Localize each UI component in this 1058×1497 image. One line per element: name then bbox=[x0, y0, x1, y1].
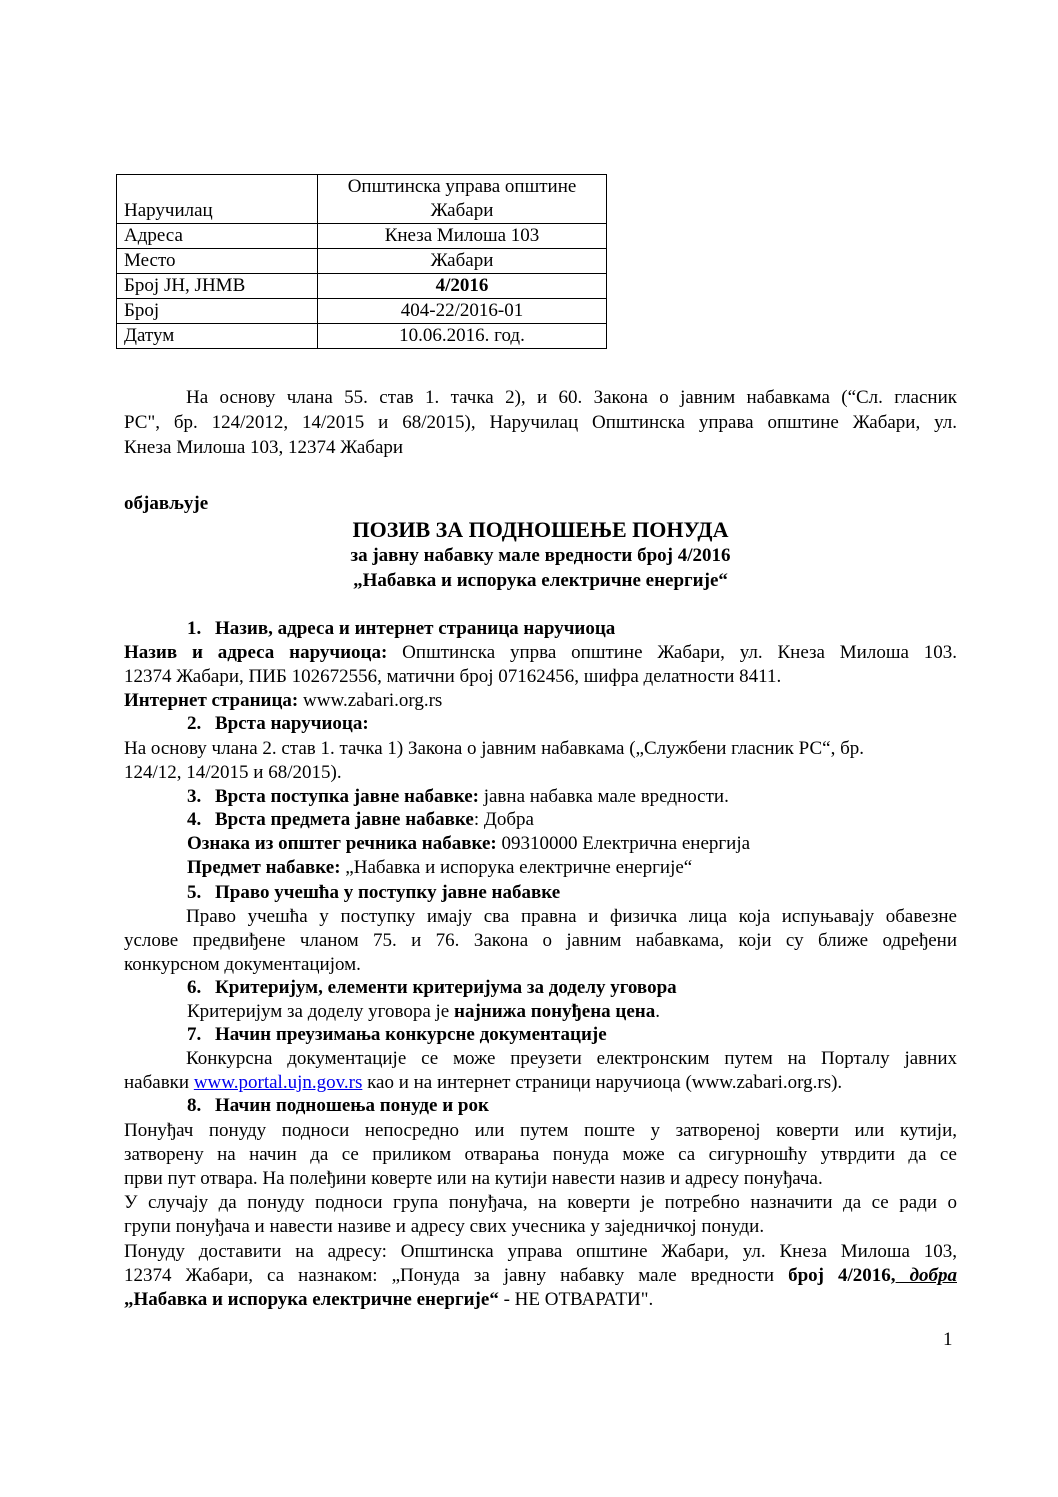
table-row bbox=[117, 324, 607, 349]
table-label: Адреса bbox=[117, 224, 318, 249]
intro-line-3: Кнеза Милоша 103, 12374 Жабари bbox=[124, 437, 404, 458]
section-6-text: Критеријум за доделу уговора је најнижа понуђена цена. bbox=[187, 1001, 661, 1022]
section-4-subject: Предмет набавке: „Набавка и испорука електричне енергије“ bbox=[187, 857, 693, 878]
page-subtitle: за јавну набавку мале вредности број 4/2016 bbox=[350, 545, 731, 566]
section-1-heading: 1. Назив, адреса и интернет страница наручиоца bbox=[187, 618, 616, 639]
section-7-line-1: Конкурсна документације се може преузети електронским путем на Порталу јавних bbox=[186, 1048, 957, 1069]
section-7-line-2: набавки www.portal.ujn.gov.rs као и на интернет страници наручиоца (www.zabari.org.rs). bbox=[124, 1072, 843, 1093]
section-4-code: Ознака из општег речника набавке: 09310000 Електрична енергија bbox=[187, 833, 751, 854]
table-label: Број bbox=[117, 299, 318, 324]
table-row bbox=[117, 274, 607, 299]
table-value: Општинска управа општине Жабари bbox=[318, 175, 607, 224]
section-8-p2-line-1: У случају да понуду подноси група понуђача, на коверти је потребно назначити да се ради о bbox=[124, 1192, 957, 1213]
section-6-heading: 6. Критеријум, елементи критеријума за доделу уговора bbox=[187, 977, 677, 998]
section-8-p1-line-2: затворену на начин да се приликом отварања понуда може са сигурношћу утврдити да се bbox=[124, 1144, 957, 1165]
intro-line-1: На основу члана 55. став 1. тачка 2), и 60. Закона о јавним набавкама (“Сл. гласник bbox=[186, 387, 957, 408]
section-5-heading: 5. Право учешћа у поступку јавне набавке bbox=[187, 882, 561, 903]
section-8-p3-line-3: „Набавка и испорука електричне енергије“ - НЕ ОТВАРАТИ". bbox=[124, 1289, 654, 1310]
table-label: Наручилац bbox=[117, 175, 318, 224]
section-5-line-1: Право учешћа у поступку имају сва правна и физичка лица која испуњавају обавезне bbox=[186, 906, 957, 927]
section-5-line-3: конкурсном документацијом. bbox=[124, 954, 361, 975]
section-8-p2-line-2: групи понуђача и навести називе и адресу свих учесника у заједничкој понуди. bbox=[124, 1216, 765, 1237]
section-8-p1-line-1: Понуђач понуду подноси непосредно или путем поште у затвореној коверти или кутији, bbox=[124, 1120, 957, 1141]
section-7-heading: 7. Начин преузимања конкурсне документације bbox=[187, 1024, 607, 1045]
table-row bbox=[117, 175, 607, 224]
table-row bbox=[117, 249, 607, 274]
publishes-label: објављује bbox=[124, 493, 209, 514]
table-value: Жабари bbox=[318, 249, 607, 274]
page-title: ПОЗИВ ЗА ПОДНОШЕЊЕ ПОНУДА bbox=[352, 517, 729, 542]
table-value: Кнеза Милоша 103 bbox=[318, 224, 607, 249]
section-8-p3-line-2: 12374 Жабари, са назнаком: „Понуда за јавну набавку мале вредности број 4/2016, добра bbox=[124, 1265, 957, 1286]
section-8-heading: 8. Начин подношења понуде и рок bbox=[187, 1095, 489, 1116]
intro-line-2: РС", бр. 124/2012, 14/2015 и 68/2015), Наручилац Општинска управа општине Жабари, ул. bbox=[124, 412, 957, 433]
table-value: 404-22/2016-01 bbox=[318, 299, 607, 324]
section-8-p3-line-1: Понуду доставити на адресу: Општинска управа општине Жабари, ул. Кнеза Милоша 103, bbox=[124, 1241, 957, 1262]
section-3: 3. Врста поступка јавне набавке: јавна набавка мале вредности. bbox=[187, 786, 729, 807]
page-number: 1 bbox=[943, 1329, 953, 1350]
table-label: Место bbox=[117, 249, 318, 274]
portal-link[interactable]: www.portal.ujn.gov.rs bbox=[193, 1072, 363, 1093]
section-1-web: Интернет страница: www.zabari.org.rs bbox=[124, 690, 443, 711]
table-row bbox=[117, 224, 607, 249]
section-4: 4. Врста предмета јавне набавке: Добра bbox=[187, 809, 534, 830]
section-2-heading: 2. Врста наручиоца: bbox=[187, 713, 369, 734]
table-value: 10.06.2016. год. bbox=[318, 324, 607, 349]
section-5-line-2: услове предвиђене чланом 75. и 76. Закона о јавним набавкама, који су ближе одређени bbox=[124, 930, 957, 951]
section-2-line-1: На основу члана 2. став 1. тачка 1) Закона о јавним набавкама („Службени гласник РС“, бр. bbox=[124, 738, 864, 759]
section-2-line-2: 124/12, 14/2015 и 68/2015). bbox=[124, 762, 342, 783]
table-value: 4/2016 bbox=[318, 274, 607, 299]
section-1-line-2: 12374 Жабари, ПИБ 102672556, матични број 07162456, шифра делатности 8411. bbox=[124, 666, 782, 687]
section-8-p1-line-3: први пут отвара. На полеђини коверте или на кутији навести назив и адресу понуђача. bbox=[124, 1168, 823, 1189]
page-subtitle-2: „Набавка и испорука електричне енергије“ bbox=[353, 570, 728, 591]
table-row bbox=[117, 299, 607, 324]
table-label: Датум bbox=[117, 324, 318, 349]
table-label: Број ЈН, ЈНМВ bbox=[117, 274, 318, 299]
section-1-line-1: Назив и адреса наручиоца: Општинска упрва општине Жабари, ул. Кнеза Милоша 103. bbox=[124, 642, 957, 663]
header-info-table bbox=[116, 174, 607, 349]
